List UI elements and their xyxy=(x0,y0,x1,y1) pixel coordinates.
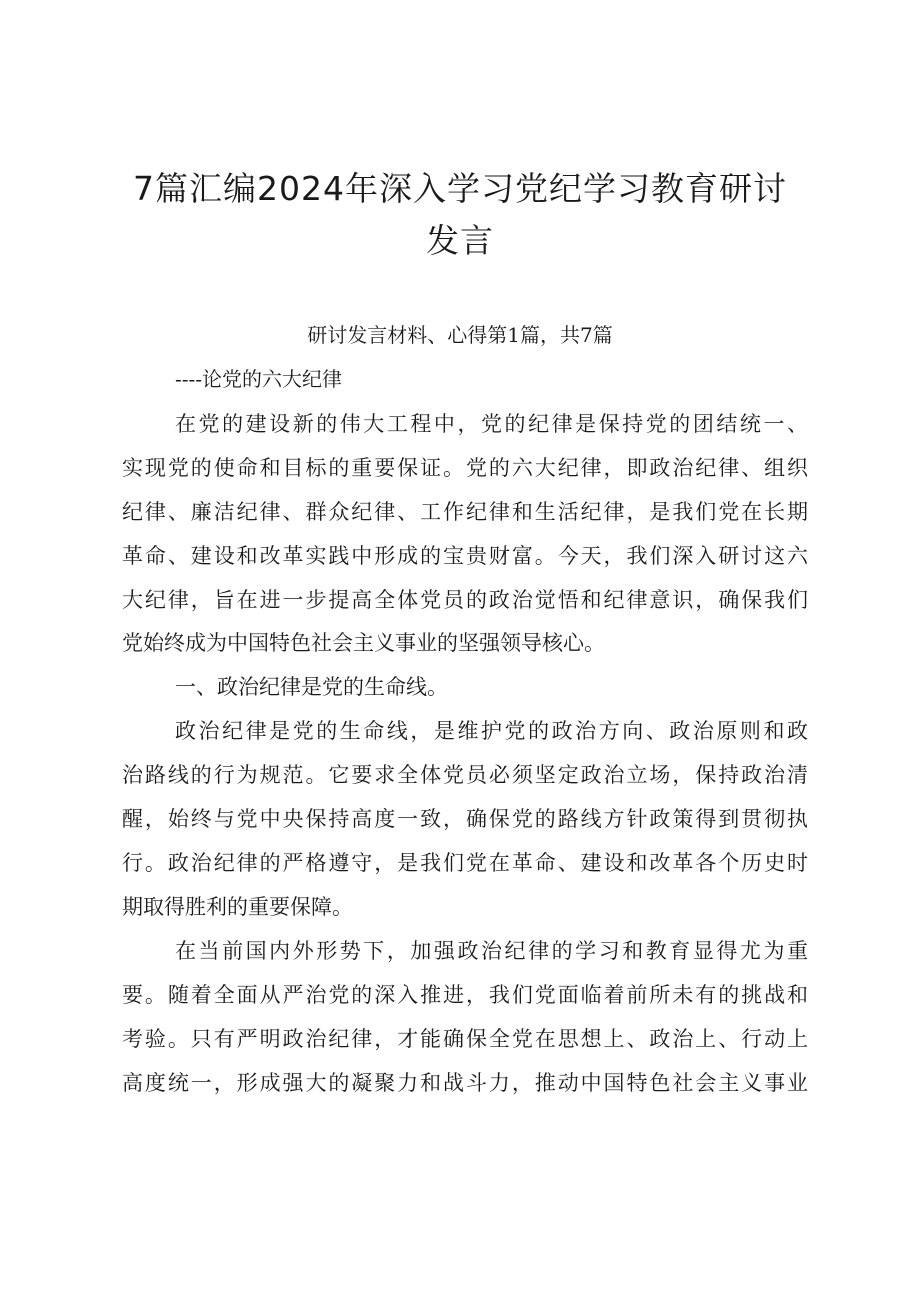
paragraph-line: 考验。只有严明政治纪律，才能确保全党在思想上、政治上、行动上 xyxy=(122,1027,808,1051)
paragraph-line: 在当前国内外形势下，加强政治纪律的学习和教育显得尤为重 xyxy=(175,939,808,963)
paragraph-line: 高度统一，形成强大的凝聚力和战斗力，推动中国特色社会主义事业 xyxy=(122,1071,808,1095)
paragraph-line: 大纪律，旨在进一步提高全体党员的政治觉悟和纪律意识，确保我们 xyxy=(122,588,808,612)
document-subtitle: 研讨发言材料、心得第1篇，共7篇 xyxy=(307,323,613,347)
paragraph-line: 在党的建设新的伟大工程中，党的纪律是保持党的团结统一、 xyxy=(175,412,808,436)
section-topic: ----论党的六大纪律 xyxy=(175,367,343,391)
document-title-line-2: 发言 xyxy=(426,221,494,260)
paragraph-line: 政治纪律是党的生命线，是维护党的政治方向、政治原则和政 xyxy=(175,719,808,743)
paragraph-line: 党始终成为中国特色社会主义事业的坚强领导核心。 xyxy=(122,631,605,655)
paragraph-line: 要。随着全面从严治党的深入推进，我们党面临着前所未有的挑战和 xyxy=(122,983,808,1007)
paragraph-line: 治路线的行为规范。它要求全体党员必须坚定政治立场，保持政治清 xyxy=(122,763,808,787)
document-title-line-1: 7篇汇编2024年深入学习党纪学习教育研讨 xyxy=(133,169,787,208)
paragraph-line: 纪律、廉洁纪律、群众纪律、工作纪律和生活纪律，是我们党在长期 xyxy=(122,500,808,524)
paragraph-line: 醒，始终与党中央保持高度一致，确保党的路线方针政策得到贯彻执 xyxy=(122,807,808,831)
paragraph-line: 实现党的使命和目标的重要保证。党的六大纪律，即政治纪律、组织 xyxy=(122,456,808,480)
paragraph-line: 期取得胜利的重要保障。 xyxy=(122,895,353,919)
section-heading: 一、政治纪律是党的生命线。 xyxy=(175,675,448,699)
paragraph-line: 行。政治纪律的严格遵守，是我们党在革命、建设和改革各个历史时 xyxy=(122,851,808,875)
paragraph-line: 革命、建设和改革实践中形成的宝贵财富。今天，我们深入研讨这六 xyxy=(122,544,808,568)
